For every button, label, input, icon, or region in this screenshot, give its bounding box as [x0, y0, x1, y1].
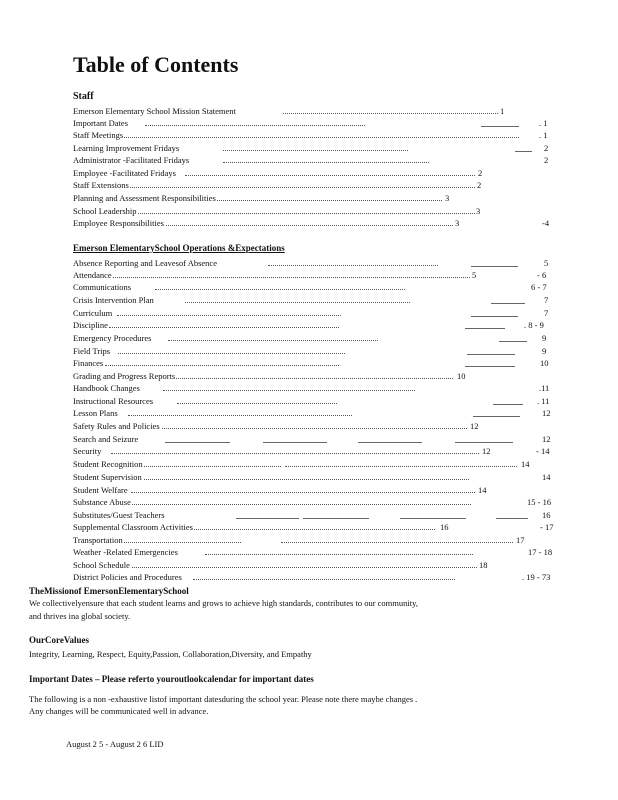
- toc-row-page: 3: [445, 193, 450, 203]
- toc-row-label: Instructional Resources: [73, 396, 154, 406]
- important-dates-text-line1: The following is a non -exhaustive listof important datesduring the school year. Please note there maybe changes .: [29, 694, 418, 704]
- toc-row-discipline[interactable]: [73, 319, 553, 331]
- toc-leader: [163, 390, 415, 391]
- toc-leader: [158, 225, 453, 226]
- toc-row-page: 1: [500, 106, 505, 116]
- toc-row-page: 12: [542, 408, 551, 418]
- toc-row-label: Student Recognition: [73, 459, 143, 469]
- toc-row-page: 14: [478, 485, 487, 495]
- toc-gap-line: [515, 151, 532, 152]
- toc-row-page: 16: [542, 510, 551, 520]
- toc-row-page: 2: [544, 143, 549, 153]
- toc-row-page: 9: [542, 346, 547, 356]
- toc-row-search-seizure[interactable]: [73, 433, 553, 445]
- toc-row-employee-fridays[interactable]: [73, 167, 553, 179]
- toc-row-label: Handbook Changes: [73, 383, 140, 393]
- date-entry: August 2 5 - August 2 6 LID: [66, 739, 164, 749]
- toc-row-label: Curriculum: [73, 308, 113, 318]
- toc-row-page: . 1: [539, 130, 548, 140]
- toc-row-student-supervision[interactable]: [73, 471, 553, 483]
- toc-row-label: School Schedule: [73, 560, 130, 570]
- toc-leader: [173, 378, 453, 379]
- toc-gap-line: [165, 442, 230, 443]
- toc-leader: [131, 504, 471, 505]
- toc-leader: [193, 579, 455, 580]
- toc-leader: [210, 200, 442, 201]
- toc-gap-line: [471, 266, 518, 267]
- toc-row-student-welfare[interactable]: [73, 484, 553, 496]
- toc-row-page: 12: [482, 446, 491, 456]
- toc-row-crisis-intervention[interactable]: [73, 294, 553, 306]
- toc-row-handbook-changes[interactable]: [73, 382, 553, 394]
- toc-row-page: 2: [544, 155, 549, 165]
- toc-leader: [117, 315, 341, 316]
- toc-leader: [109, 327, 339, 328]
- toc-row-label: Staff Extensions: [73, 180, 129, 190]
- toc-leader: [177, 403, 337, 404]
- toc-leader: [189, 529, 435, 530]
- toc-leader: [118, 353, 345, 354]
- toc-row-label: District Policies and Procedures: [73, 572, 182, 582]
- toc-row-page: 12: [542, 434, 551, 444]
- toc-leader: [141, 479, 469, 480]
- toc-row-label: Student Supervision: [73, 472, 142, 482]
- mission-text-line2: and thrives ina global society.: [29, 611, 131, 621]
- toc-row-page: 17: [516, 535, 525, 545]
- toc-row-page: 12: [470, 421, 479, 431]
- toc-leader: [128, 187, 475, 188]
- toc-row-page: 3: [455, 218, 460, 228]
- toc-row-label: Student Welfare: [73, 485, 128, 495]
- toc-row-page: .11: [539, 383, 550, 393]
- toc-row-weather[interactable]: [73, 546, 553, 558]
- toc-row-school-leadership[interactable]: [73, 205, 553, 217]
- toc-row-page: 6 - 7: [531, 282, 547, 292]
- toc-row-label: Learning Improvement Fridays: [73, 143, 180, 153]
- toc-row-page: 15 - 16: [527, 497, 552, 507]
- toc-row-page-end: -4: [542, 218, 550, 228]
- toc-row-mission-statement[interactable]: [73, 105, 553, 117]
- toc-leader: [113, 277, 470, 278]
- toc-gap-line: [465, 328, 505, 329]
- toc-row-learning-improvement[interactable]: [73, 142, 553, 154]
- toc-leader: [128, 415, 352, 416]
- toc-row-label: Substitutes/Guest Teachers: [73, 510, 165, 520]
- toc-row-substitutes[interactable]: [73, 509, 553, 521]
- toc-gap-line: [263, 442, 327, 443]
- toc-row-planning-assessment[interactable]: [73, 192, 553, 204]
- toc-gap-line: [236, 518, 299, 519]
- toc-row-supplemental[interactable]: [73, 521, 553, 533]
- toc-row-label: Discipline: [73, 320, 108, 330]
- toc-row-label: Supplemental Classroom Activities: [73, 522, 193, 532]
- toc-row-page: . 19 - 73: [522, 572, 551, 582]
- toc-gap-line: [467, 354, 515, 355]
- toc-row-label: School Leadership: [73, 206, 137, 216]
- toc-gap-line: [465, 366, 515, 367]
- toc-leader: [159, 428, 467, 429]
- toc-leader: [185, 175, 475, 176]
- toc-leader: [281, 542, 513, 543]
- toc-gap-line: [493, 404, 523, 405]
- toc-leader: [127, 567, 477, 568]
- toc-row-student-recognition[interactable]: [73, 458, 553, 470]
- toc-row-page: 18: [479, 560, 488, 570]
- toc-leader: [145, 125, 365, 126]
- toc-row-label: Safety Rules and Policies: [73, 421, 160, 431]
- toc-row-label: Crisis Intervention Plan: [73, 295, 154, 305]
- toc-row-school-schedule[interactable]: [73, 559, 553, 571]
- toc-row-substance-abuse[interactable]: [73, 496, 553, 508]
- toc-row-grading[interactable]: [73, 370, 553, 382]
- toc-leader: [111, 453, 479, 454]
- toc-row-label: Planning and Assessment Responsibilities: [73, 193, 216, 203]
- page-title: Table of Contents: [73, 52, 239, 77]
- toc-row-page-end: - 6: [537, 270, 547, 280]
- toc-row-label: Grading and Progress Reports: [73, 371, 176, 381]
- toc-row-label: Communications: [73, 282, 132, 292]
- toc-row-page: 9: [542, 333, 547, 343]
- toc-row-page: 7: [544, 308, 549, 318]
- toc-row-label: Weather -Related Emergencies: [73, 547, 178, 557]
- toc-row-label: Finances: [73, 358, 104, 368]
- toc-row-label: Lesson Plans: [73, 408, 118, 418]
- toc-row-label: Field Trips: [73, 346, 111, 356]
- toc-leader: [168, 340, 378, 341]
- toc-row-employee-responsibilities[interactable]: [73, 217, 553, 229]
- toc-row-finances[interactable]: [73, 357, 553, 369]
- important-dates-text-line2: Any changes will be communicated well in advance.: [29, 706, 209, 716]
- toc-row-page: 10: [457, 371, 466, 381]
- toc-row-label: Security: [73, 446, 102, 456]
- toc-row-field-trips[interactable]: [73, 345, 553, 357]
- toc-gap-line: [471, 316, 518, 317]
- toc-row-security[interactable]: [73, 445, 553, 457]
- toc-row-attendance[interactable]: [73, 269, 553, 281]
- toc-row-page-end: - 14: [536, 446, 550, 456]
- toc-leader: [223, 150, 408, 151]
- toc-row-label: Important Dates: [73, 118, 128, 128]
- toc-row-important-dates[interactable]: [73, 117, 553, 129]
- toc-row-page: 5: [544, 258, 549, 268]
- toc-leader: [223, 162, 429, 163]
- toc-leader: [185, 302, 410, 303]
- toc-row-transportation[interactable]: [73, 534, 553, 546]
- toc-row-label: Emerson Elementary School Mission Statement: [73, 106, 236, 116]
- toc-leader: [268, 265, 438, 266]
- toc-row-page: 16: [440, 522, 449, 532]
- toc-gap-line: [303, 518, 369, 519]
- toc-row-label: Employee Responsibilities: [73, 218, 164, 228]
- toc-row-page: . 1: [539, 118, 548, 128]
- toc-row-page: 7: [544, 295, 549, 305]
- toc-gap-line: [455, 442, 513, 443]
- toc-row-absence-reporting[interactable]: [73, 257, 553, 269]
- toc-section-operations-heading: Emerson ElementarySchool Operations &Expectations: [73, 243, 285, 253]
- toc-gap-line: [358, 442, 422, 443]
- toc-row-page: 2: [477, 180, 482, 190]
- toc-row-communications[interactable]: [73, 281, 553, 293]
- toc-gap-line: [481, 126, 519, 127]
- toc-leader: [105, 365, 339, 366]
- toc-gap-line: [473, 416, 520, 417]
- toc-leader: [155, 289, 405, 290]
- toc-row-lesson-plans[interactable]: [73, 407, 553, 419]
- toc-row-page: . 11: [537, 396, 550, 406]
- toc-section-staff-heading: Staff: [73, 91, 94, 102]
- toc-row-label: Attendance: [73, 270, 112, 280]
- toc-row-page: 5: [472, 270, 477, 280]
- core-values-heading: OurCoreValues: [29, 635, 90, 645]
- toc-row-administrator-fridays[interactable]: [73, 154, 553, 166]
- toc-leader: [205, 554, 473, 555]
- toc-row-label: Employee -Facilitated Fridays: [73, 168, 176, 178]
- toc-row-safety-rules[interactable]: [73, 420, 553, 432]
- toc-row-label: Staff Meetings: [73, 130, 124, 140]
- toc-row-label: Transportation: [73, 535, 123, 545]
- toc-leader: [141, 466, 281, 467]
- toc-row-district-policies[interactable]: [73, 571, 553, 583]
- toc-row-page: . 8 - 9: [524, 320, 544, 330]
- toc-leader: [131, 492, 475, 493]
- toc-row-label: Administrator -Facilitated Fridays: [73, 155, 190, 165]
- toc-leader: [123, 137, 519, 138]
- toc-row-page-end: - 17: [540, 522, 554, 532]
- mission-heading: TheMissionof EmersonElementarySchool: [29, 586, 189, 596]
- toc-leader: [123, 542, 241, 543]
- toc-row-label: Search and Seizure: [73, 434, 139, 444]
- toc-row-page: 10: [540, 358, 549, 368]
- toc-row-staff-extensions[interactable]: [73, 179, 553, 191]
- toc-gap-line: [496, 518, 528, 519]
- toc-row-page: 14: [521, 459, 530, 469]
- toc-row-curriculum[interactable]: [73, 307, 553, 319]
- toc-gap-line: [499, 341, 527, 342]
- toc-gap-line: [491, 303, 525, 304]
- toc-gap-line: [400, 518, 466, 519]
- toc-row-label: Absence Reporting and Leavesof Absence: [73, 258, 217, 268]
- toc-row-label: Substance Abuse: [73, 497, 131, 507]
- toc-leader: [135, 213, 475, 214]
- toc-row-page: 17 - 18: [528, 547, 553, 557]
- core-values-text: Integrity, Learning, Respect, Equity,Passion, Collaboration,Diversity, and Empathy: [29, 649, 312, 659]
- mission-text-line1: We collectivelyensure that each student learns and grows to achieve high standards, contributes to our community,: [29, 598, 418, 608]
- toc-row-emergency-procedures[interactable]: [73, 332, 553, 344]
- toc-row-page: 14: [542, 472, 551, 482]
- toc-leader: [283, 113, 498, 114]
- toc-row-instructional-resources[interactable]: [73, 395, 553, 407]
- toc-row-page: 3: [476, 206, 481, 216]
- toc-row-staff-meetings[interactable]: [73, 129, 553, 141]
- toc-row-page: 2: [478, 168, 483, 178]
- toc-row-label: Emergency Procedures: [73, 333, 152, 343]
- toc-leader: [285, 466, 517, 467]
- important-dates-heading: Important Dates – Please referto youroutlookcalendar for important dates: [29, 674, 314, 684]
